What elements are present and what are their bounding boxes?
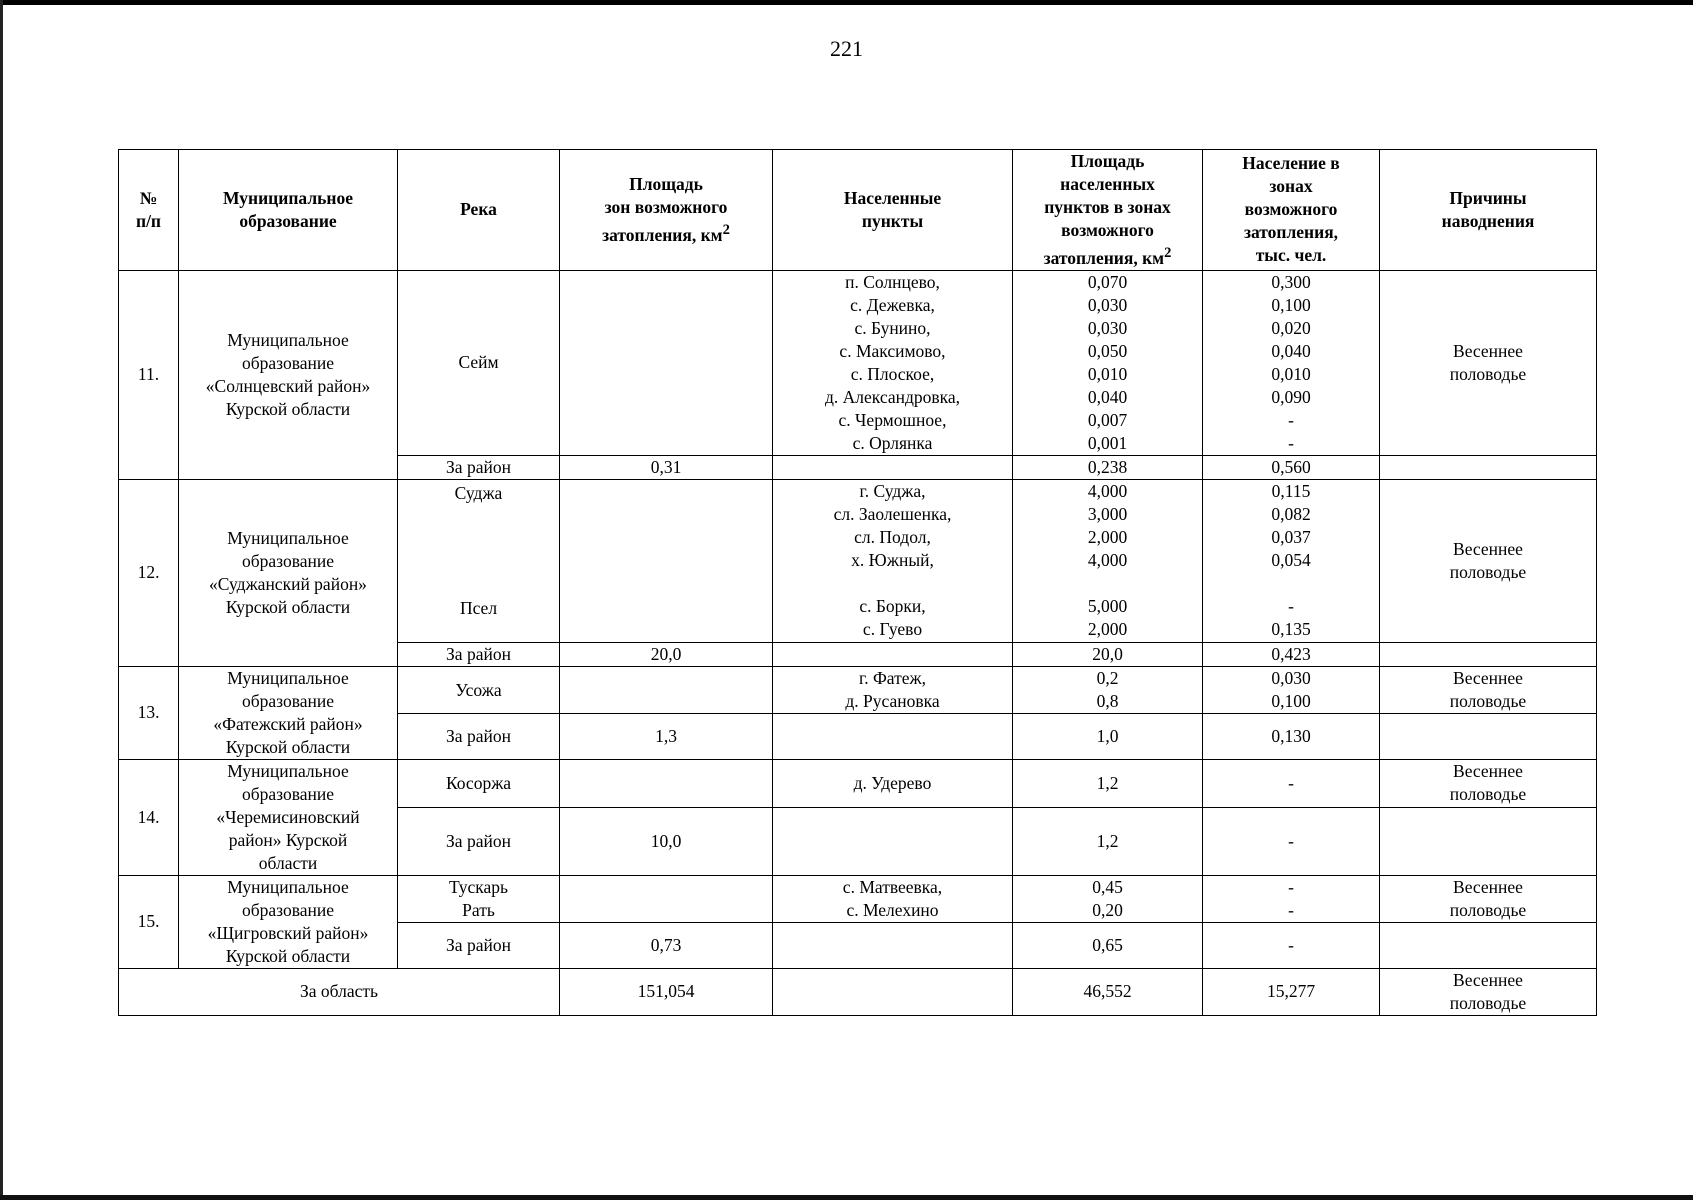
row-population: - - (1203, 875, 1380, 923)
total-settlements-empty (773, 807, 1013, 875)
table-row-12 (119, 479, 1597, 642)
total-label: За район (398, 923, 560, 969)
total-settlement-area: 1,0 (1013, 714, 1203, 760)
total-population: - (1203, 807, 1380, 875)
row-num: 12. (119, 479, 179, 666)
total-cause-empty (1380, 455, 1597, 479)
row-settlement-areas: 0,2 0,8 (1013, 666, 1203, 714)
scan-edge-left (0, 0, 3, 1200)
row-num: 15. (119, 875, 179, 968)
row-settlements: г. Суджа, сл. Заолешенка, сл. Подол, х. Южный, с. Борки, с. Гуево (773, 479, 1013, 642)
grand-total-cause: Весеннее половодье (1380, 968, 1597, 1015)
scan-edge-bottom (0, 1195, 1693, 1200)
row-zone-area (560, 270, 773, 455)
row-river (398, 479, 560, 642)
table-row-13 (119, 666, 1597, 714)
total-cause-empty (1380, 714, 1597, 760)
total-cause-empty (1380, 642, 1597, 666)
row-municipality: Муниципальное образование «Фатежский район» Курской области (179, 666, 398, 759)
page-number: 221 (830, 36, 863, 61)
header-municipality: Муниципальное образование (179, 150, 398, 271)
row-river: Сейм (398, 270, 560, 455)
total-settlements-empty (773, 714, 1013, 760)
total-population: 0,423 (1203, 642, 1380, 666)
table-row-15 (119, 875, 1597, 923)
grand-total-population: 15,277 (1203, 968, 1380, 1015)
total-settlements-empty (773, 923, 1013, 969)
scan-edge-top (0, 0, 1693, 5)
total-settlement-area: 0,65 (1013, 923, 1203, 969)
row-population: 0,030 0,100 (1203, 666, 1380, 714)
row-zone-area (560, 875, 773, 923)
total-label: За район (398, 807, 560, 875)
total-settlements-empty (773, 642, 1013, 666)
row-municipality: Муниципальное образование «Солнцевский район» Курской области (179, 270, 398, 479)
total-cause-empty (1380, 923, 1597, 969)
row-municipality: Муниципальное образование «Щигровский район» Курской области (179, 875, 398, 968)
row-settlements: г. Фатеж, д. Русановка (773, 666, 1013, 714)
header-river: Река (398, 150, 560, 271)
row-cause: Весеннее половодье (1380, 759, 1597, 807)
header-settlements: Населенные пункты (773, 150, 1013, 271)
grand-total-settlement-area: 46,552 (1013, 968, 1203, 1015)
header-settlement-area: Площадь населенных пунктов в зонах возможного затопления, $км^2$ (1013, 150, 1203, 271)
flood-zones-table (118, 149, 1597, 1016)
row-population: 0,115 0,082 0,037 0,054 - 0,135 (1203, 479, 1380, 642)
grand-total-settlements-empty (773, 968, 1013, 1015)
row-settlements: п. Солнцево, с. Дежевка, с. Бунино, с. Максимово, с. Плоское, д. Александровка, с. Чермошное, с. Орлянка (773, 270, 1013, 455)
row-municipality: Муниципальное образование «Черемисиновский район» Курской области (179, 759, 398, 875)
river-bottom: Псел (459, 597, 498, 618)
row-cause: Весеннее половодье (1380, 270, 1597, 455)
row-num: 14. (119, 759, 179, 875)
row-zone-area (560, 479, 773, 642)
row-municipality: Муниципальное образование «Суджанский район» Курской области (179, 479, 398, 666)
row-settlement-areas: 0,070 0,030 0,030 0,050 0,010 0,040 0,007 0,001 (1013, 270, 1203, 455)
table-row-14 (119, 759, 1597, 807)
row-cause: Весеннее половодье (1380, 479, 1597, 642)
row-settlement-areas: 1,2 (1013, 759, 1203, 807)
row-num: 13. (119, 666, 179, 759)
row-population: 0,300 0,100 0,020 0,040 0,010 0,090 - - (1203, 270, 1380, 455)
table-header-row (119, 150, 1597, 271)
total-population: - (1203, 923, 1380, 969)
total-settlement-area: 20,0 (1013, 642, 1203, 666)
total-zone-area: 1,3 (560, 714, 773, 760)
river-top: Суджа (454, 482, 503, 503)
row-zone-area (560, 759, 773, 807)
total-zone-area: 10,0 (560, 807, 773, 875)
grand-total-label: За область (119, 968, 560, 1015)
total-population: 0,560 (1203, 455, 1380, 479)
total-zone-area: 0,31 (560, 455, 773, 479)
header-causes: Причины наводнения (1380, 150, 1597, 271)
header-zone-area: Площадь зон возможного затопления, $км^2$ (560, 150, 773, 271)
row-cause: Весеннее половодье (1380, 875, 1597, 923)
row-population: - (1203, 759, 1380, 807)
total-cause-empty (1380, 807, 1597, 875)
total-label: За район (398, 642, 560, 666)
total-label: За район (398, 714, 560, 760)
row-settlement-areas: 0,45 0,20 (1013, 875, 1203, 923)
grand-total-zone-area: 151,054 (560, 968, 773, 1015)
total-label: За район (398, 455, 560, 479)
total-settlement-area: 0,238 (1013, 455, 1203, 479)
total-settlement-area: 1,2 (1013, 807, 1203, 875)
row-river: Усожа (398, 666, 560, 714)
total-zone-area: 0,73 (560, 923, 773, 969)
row-zone-area (560, 666, 773, 714)
header-population: Население в зонах возможного затопления, тыс. чел. (1203, 150, 1380, 271)
grand-total-row (119, 968, 1597, 1015)
total-population: 0,130 (1203, 714, 1380, 760)
row-river: Тускарь Рать (398, 875, 560, 923)
total-zone-area: 20,0 (560, 642, 773, 666)
row-settlements: с. Матвеевка, с. Мелехино (773, 875, 1013, 923)
table-row-11 (119, 270, 1597, 455)
header-num: № п/п (119, 150, 179, 271)
row-cause: Весеннее половодье (1380, 666, 1597, 714)
row-num: 11. (119, 270, 179, 479)
total-settlements-empty (773, 455, 1013, 479)
row-settlements: д. Удерево (773, 759, 1013, 807)
row-settlement-areas: 4,000 3,000 2,000 4,000 5,000 2,000 (1013, 479, 1203, 642)
row-river: Косоржа (398, 759, 560, 807)
